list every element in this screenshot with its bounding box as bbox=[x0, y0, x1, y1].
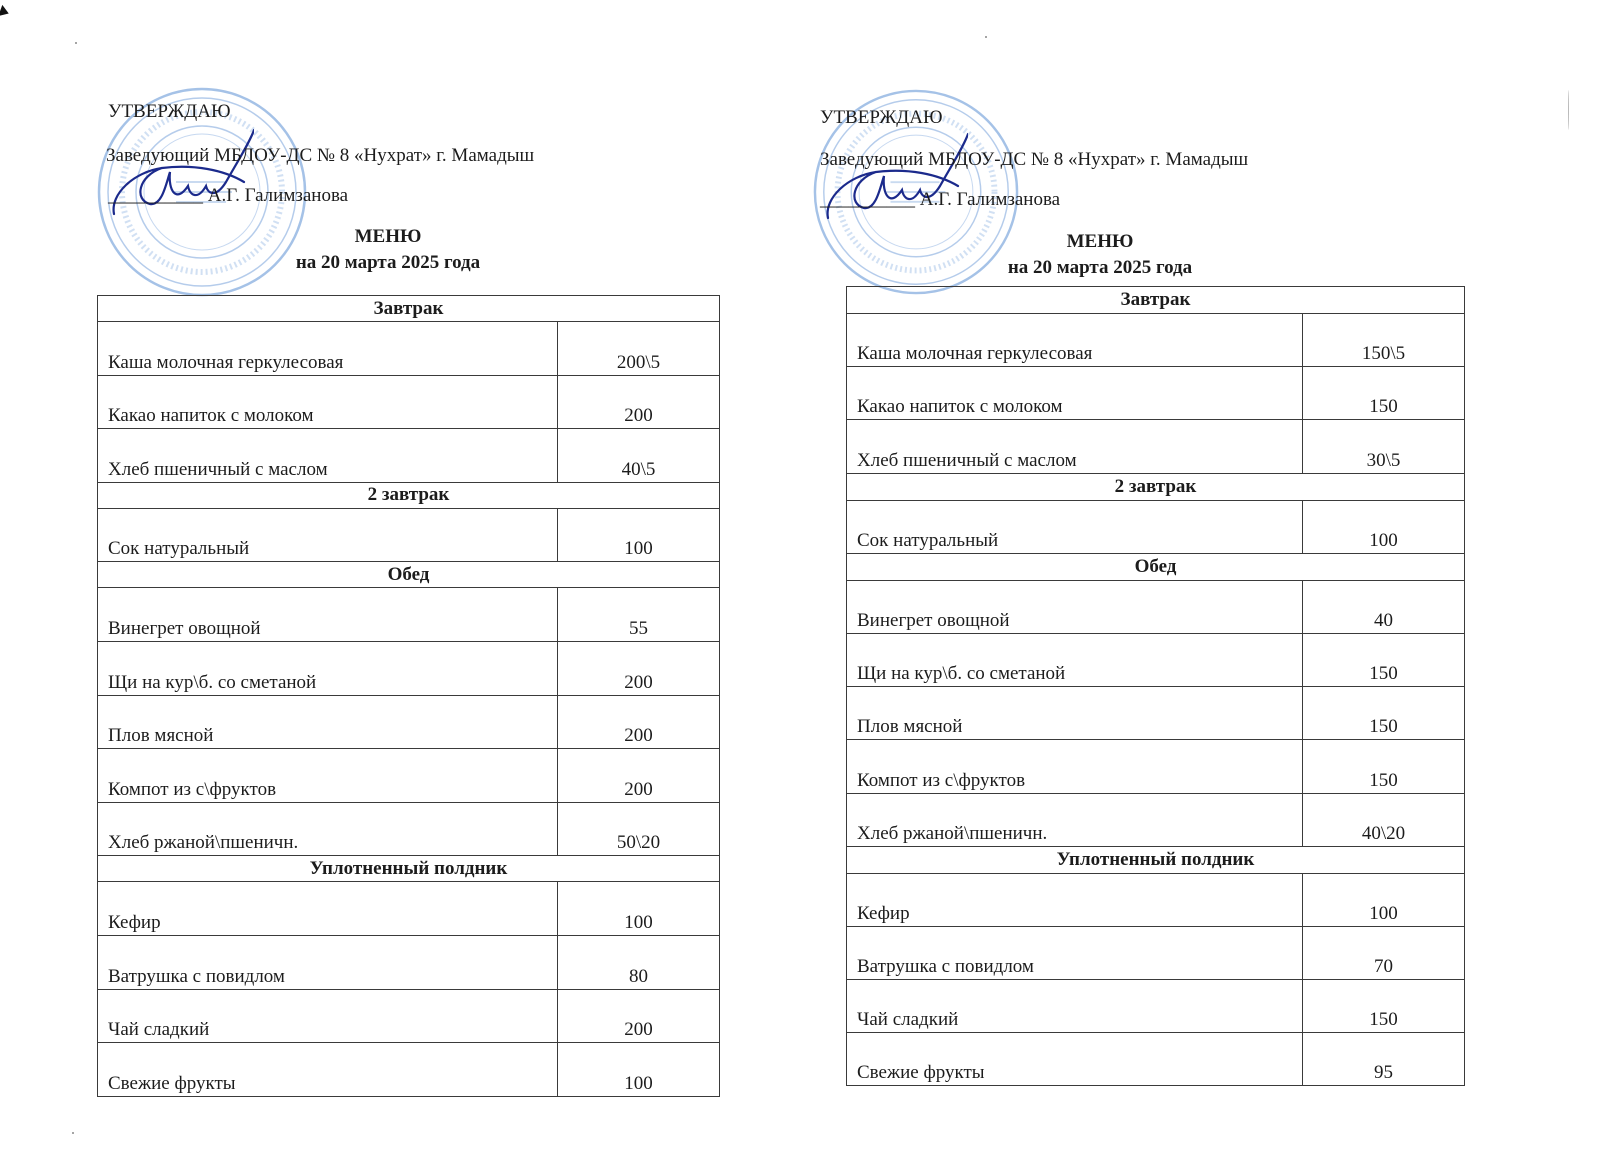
section-heading: Завтрак bbox=[98, 296, 720, 322]
menu-date: на 20 марта 2025 года bbox=[295, 252, 481, 273]
dish-name: Кефир bbox=[98, 882, 558, 936]
portion-size: 150 bbox=[1303, 367, 1465, 420]
portion-size: 70 bbox=[1303, 926, 1465, 979]
section-heading: Уплотненный полдник bbox=[98, 856, 720, 882]
section-heading: Обед bbox=[98, 562, 720, 588]
dish-name: Плов мясной bbox=[98, 695, 558, 749]
menu-item-row bbox=[98, 802, 720, 856]
portion-size: 150 bbox=[1303, 980, 1465, 1033]
menu-date: на 20 марта 2025 года bbox=[1007, 257, 1193, 278]
menu-table-left bbox=[97, 295, 720, 1097]
dish-name: Компот из с\фруктов bbox=[98, 749, 558, 803]
portion-size: 40\5 bbox=[558, 429, 720, 483]
portion-size: 100 bbox=[1303, 873, 1465, 926]
dish-name: Сок натуральный bbox=[847, 500, 1303, 553]
menu-item-row bbox=[847, 500, 1465, 553]
signatory-line: __________ А.Г. Галимзанова bbox=[108, 185, 349, 206]
portion-size: 200 bbox=[558, 989, 720, 1043]
portion-size: 100 bbox=[558, 1043, 720, 1097]
dish-name: Чай сладкий bbox=[98, 989, 558, 1043]
section-row bbox=[847, 287, 1465, 314]
section-heading: Завтрак bbox=[847, 287, 1465, 314]
menu-item-row bbox=[847, 367, 1465, 420]
dish-name: Чай сладкий bbox=[847, 980, 1303, 1033]
section-row bbox=[98, 562, 720, 588]
director-signature bbox=[104, 124, 254, 224]
menu-item-row bbox=[847, 873, 1465, 926]
director-signature bbox=[818, 128, 968, 228]
dish-name: Какао напиток с молоком bbox=[847, 367, 1303, 420]
menu-item-row bbox=[98, 1043, 720, 1097]
portion-size: 95 bbox=[1303, 1033, 1465, 1086]
section-row bbox=[847, 846, 1465, 873]
portion-size: 200\5 bbox=[558, 322, 720, 376]
menu-item-row bbox=[98, 641, 720, 695]
menu-item-row bbox=[98, 322, 720, 376]
portion-size: 200 bbox=[558, 695, 720, 749]
dish-name: Щи на кур\б. со сметаной bbox=[847, 633, 1303, 686]
menu-item-row bbox=[98, 749, 720, 803]
dish-name: Плов мясной bbox=[847, 687, 1303, 740]
menu-item-row bbox=[98, 989, 720, 1043]
menu-item-row bbox=[98, 935, 720, 989]
portion-size: 200 bbox=[558, 749, 720, 803]
menu-item-row bbox=[847, 633, 1465, 686]
menu-item-row bbox=[847, 980, 1465, 1033]
scan-corner-mark bbox=[0, 5, 11, 19]
menu-item-row bbox=[847, 1033, 1465, 1086]
dish-name: Каша молочная геркулесовая bbox=[98, 322, 558, 376]
head-position-line: Заведующий МБДОУ-ДС № 8 «Нухрат» г. Мамадыш bbox=[106, 145, 535, 166]
scan-edge-line bbox=[1568, 90, 1569, 130]
menu-item-row bbox=[98, 429, 720, 483]
dish-name: Какао напиток с молоком bbox=[98, 375, 558, 429]
dish-name: Щи на кур\б. со сметаной bbox=[98, 641, 558, 695]
scan-speck bbox=[985, 36, 987, 38]
portion-size: 40\20 bbox=[1303, 793, 1465, 846]
portion-size: 150 bbox=[1303, 740, 1465, 793]
dish-name: Сок натуральный bbox=[98, 508, 558, 562]
menu-item-row bbox=[98, 508, 720, 562]
menu-title: МЕНЮ bbox=[1066, 231, 1134, 252]
menu-item-row bbox=[847, 926, 1465, 979]
menu-item-row bbox=[847, 420, 1465, 473]
portion-size: 40 bbox=[1303, 580, 1465, 633]
dish-name: Ватрушка с повидлом bbox=[98, 935, 558, 989]
menu-item-row bbox=[98, 882, 720, 936]
portion-size: 100 bbox=[558, 882, 720, 936]
menu-item-row bbox=[98, 375, 720, 429]
section-heading: Обед bbox=[847, 553, 1465, 580]
section-heading: 2 завтрак bbox=[98, 482, 720, 508]
section-heading: Уплотненный полдник bbox=[847, 846, 1465, 873]
section-row bbox=[98, 856, 720, 882]
menu-item-row bbox=[847, 314, 1465, 367]
portion-size: 150\5 bbox=[1303, 314, 1465, 367]
signatory-line: __________ А.Г. Галимзанова bbox=[820, 189, 1061, 210]
portion-size: 55 bbox=[558, 588, 720, 642]
dish-name: Каша молочная геркулесовая bbox=[847, 314, 1303, 367]
portion-size: 100 bbox=[558, 508, 720, 562]
section-row bbox=[98, 296, 720, 322]
portion-size: 150 bbox=[1303, 633, 1465, 686]
portion-size: 50\20 bbox=[558, 802, 720, 856]
portion-size: 80 bbox=[558, 935, 720, 989]
portion-size: 150 bbox=[1303, 687, 1465, 740]
dish-name: Кефир bbox=[847, 873, 1303, 926]
portion-size: 100 bbox=[1303, 500, 1465, 553]
menu-title: МЕНЮ bbox=[354, 226, 422, 247]
dish-name: Хлеб ржаной\пшеничн. bbox=[847, 793, 1303, 846]
dish-name: Свежие фрукты bbox=[98, 1043, 558, 1097]
head-position-line: Заведующий МБДОУ-ДС № 8 «Нухрат» г. Мамадыш bbox=[820, 149, 1249, 170]
dish-name: Хлеб пшеничный с маслом bbox=[847, 420, 1303, 473]
menu-item-row bbox=[847, 793, 1465, 846]
dish-name: Ватрушка с повидлом bbox=[847, 926, 1303, 979]
portion-size: 200 bbox=[558, 375, 720, 429]
section-row bbox=[847, 553, 1465, 580]
portion-size: 30\5 bbox=[1303, 420, 1465, 473]
dish-name: Винегрет овощной bbox=[98, 588, 558, 642]
menu-item-row bbox=[98, 695, 720, 749]
dish-name: Свежие фрукты bbox=[847, 1033, 1303, 1086]
menu-item-row bbox=[98, 588, 720, 642]
scan-speck bbox=[72, 1132, 74, 1134]
dish-name: Хлеб ржаной\пшеничн. bbox=[98, 802, 558, 856]
approval-label: УТВЕРЖДАЮ bbox=[108, 101, 231, 122]
menu-table-right bbox=[846, 286, 1465, 1086]
scan-speck bbox=[75, 42, 77, 44]
section-heading: 2 завтрак bbox=[847, 473, 1465, 500]
menu-item-row bbox=[847, 687, 1465, 740]
menu-item-row bbox=[847, 580, 1465, 633]
section-row bbox=[847, 473, 1465, 500]
dish-name: Компот из с\фруктов bbox=[847, 740, 1303, 793]
menu-item-row bbox=[847, 740, 1465, 793]
dish-name: Винегрет овощной bbox=[847, 580, 1303, 633]
approval-label: УТВЕРЖДАЮ bbox=[820, 107, 943, 128]
dish-name: Хлеб пшеничный с маслом bbox=[98, 429, 558, 483]
section-row bbox=[98, 482, 720, 508]
portion-size: 200 bbox=[558, 641, 720, 695]
